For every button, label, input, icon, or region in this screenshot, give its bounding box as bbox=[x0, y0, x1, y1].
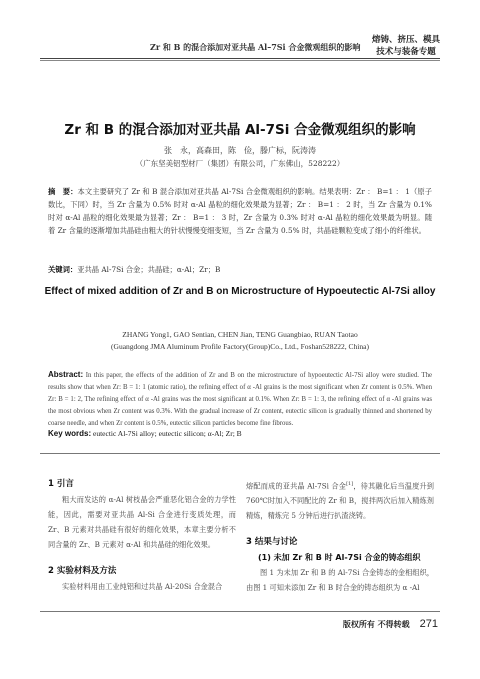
section-2-continued-b: ，待其融化后当温度升到 760℃时加入不同配比的 Zr 和 B，搅拌两次后加入精炼剂精炼，精炼完 5 分钟后进行扒渣浇铸。 bbox=[246, 481, 434, 521]
section-1-text: 粗大而发达的 α-Al 树枝晶会严重恶化铝合金的力学性能，因此，需要对亚共晶 Al-Si 合金进行变质处理，而 Zr、B 元素对共晶硅有很好的细化效果，本章主要分析不同含量的 Zr、B 元素对 α-Al 和共晶硅的细化效果。 bbox=[48, 495, 236, 549]
section-2-text: 实验材料用由工业纯铝和过共晶 Al-20Si 合金混合 bbox=[62, 582, 223, 591]
english-affiliation: (Guangdong JMA Aluminum Profile Factory(Group)Co., Ltd., Foshan528222, China) bbox=[111, 342, 369, 351]
chinese-authors: 张 永，高森田，陈 俭，滕广标，阮涛涛 bbox=[164, 146, 316, 155]
page-footer bbox=[343, 618, 438, 630]
section-3-1-heading: (1) 未加 Zr 和 B 时 Al-7Si 合金的铸态组织 bbox=[258, 553, 421, 563]
reference-marker[interactable]: [1] bbox=[346, 481, 354, 487]
chinese-abstract-text: 本文主要研究了 Zr 和 B 混合添加对亚共晶 Al-7Si 合金微观组织的影响。结果表明：Zr ： B=1 ： 1（原子数比，下同）时，当 Zr 含量为 0.5% 时对 α-Al 晶粒的细化效果最为显著；Zr ： B=1 ： 2 时，当 Zr 含量为 0.1% 时对 α-Al 晶粒的细化效果最为显著；Zr ： B=1 ： 3 时，Zr 含量为 0.3% 时对 α-Al 晶粒的细化效果最为明显。随着 Zr 含量的逐渐增加共晶硅由粗大的针状慢慢变细变短，当 Zr 含量为 0.5% 时，共晶硅颗粒变成了细小的纤维状。 bbox=[48, 187, 432, 235]
chinese-keywords-label: 关键词： bbox=[48, 265, 78, 274]
chinese-title: Zr 和 B 的混合添加对亚共晶 Al-7Si 合金微观组织的影响 bbox=[64, 122, 416, 138]
section-2-continued-a: 熔配而成的亚共晶 Al-7Si 合金 bbox=[246, 481, 347, 491]
chinese-affiliation: （广东坚美铝型材厂（集团）有限公司，广东佛山，528222） bbox=[135, 159, 345, 168]
english-abstract-text: In this paper, the effects of the addition of Zr and B on the microstructure of hypoeutectic Al-7Si alloy were studied. The results show that when Zr: B = 1: 1 (atomic ratio), the refining effect of α -Al grains is the most significant when Zr content is 0.5%. When Zr: B = 1: 2, The refining effect of α -Al grains was the most significant at 0.1%. When Zr: B = 1: 3, the refining effect of α -Al grains was the most obvious when Zr content was 0.3%. With the gradual increase of Zr content, eutectic silicon is gradually thinned and shortened by coarse needle, and when Zr content is 0.5%, eutectic silicon particles become fine fibrous. bbox=[48, 372, 432, 427]
english-abstract bbox=[48, 369, 432, 430]
english-authors: ZHANG Yong1, GAO Sentian, CHEN Jian, TENG Guangbiao, RUAN Taotao bbox=[122, 330, 358, 339]
section-3-heading: 3 结果与讨论 bbox=[246, 537, 298, 548]
category-line-2: 技术与装备专题 bbox=[376, 47, 436, 57]
section-3-1-text: 图 1 为未加 Zr 和 B 的 Al-7Si 合金铸态的金相组织，由图 1 可知未添加 Zr 和 B 时合金的铸态组织为 α -Al bbox=[246, 568, 434, 593]
chinese-abstract bbox=[48, 185, 432, 237]
journal-category bbox=[372, 34, 440, 58]
english-keywords bbox=[48, 429, 432, 438]
section-1-heading: 1 引言 bbox=[48, 479, 74, 489]
english-abstract-label: Abstract: bbox=[48, 370, 84, 379]
english-title: Effect of mixed addition of Zr and B on Microstructure of Hypoeutectic Al-7Si alloy bbox=[44, 286, 436, 297]
running-title: Zr 和 B 的混合添加对亚共晶 Al–7Si 合金微观组织的影响 bbox=[150, 42, 361, 52]
chinese-abstract-label: 摘 要： bbox=[48, 187, 78, 196]
section-2-heading: 2 实验材料及方法 bbox=[48, 566, 117, 576]
section-2-continued bbox=[246, 477, 434, 523]
english-keywords-text: eutectic Al-7Si alloy; eutectic silicon; α-Al; Zr; B bbox=[91, 429, 242, 438]
body-column-left bbox=[48, 477, 236, 594]
footer-rule bbox=[40, 611, 440, 612]
body-column-right bbox=[246, 477, 434, 595]
section-divider bbox=[40, 453, 440, 454]
english-keywords-label: Key words: bbox=[48, 429, 92, 438]
chinese-keywords bbox=[48, 265, 432, 275]
copyright-label: 版权所有 不得转载 bbox=[342, 619, 410, 629]
header-rule bbox=[40, 58, 440, 59]
chinese-keywords-text: 亚共晶 Al-7Si 合金；共晶硅；α-Al；Zr；B bbox=[77, 265, 221, 274]
header-rule-thin bbox=[40, 60, 440, 61]
page-number: 271 bbox=[419, 618, 438, 630]
category-line-1: 熔铸、挤压、模具 bbox=[372, 35, 441, 45]
